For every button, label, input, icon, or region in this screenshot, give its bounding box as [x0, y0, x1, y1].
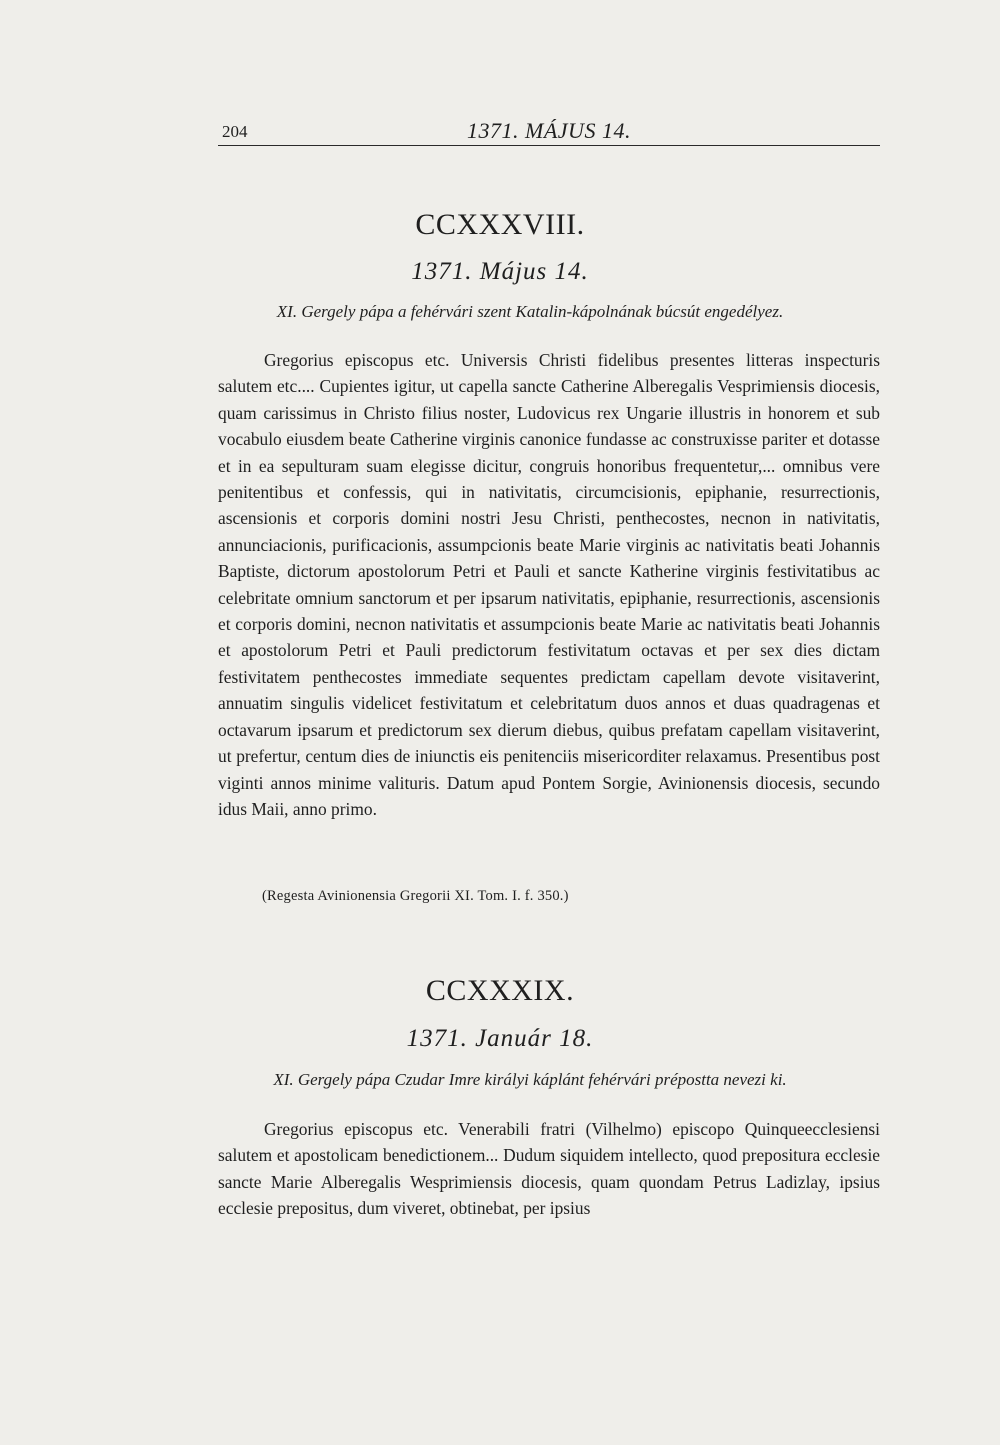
header-rule	[218, 145, 880, 146]
document-summary: XI. Gergely pápa Czudar Imre királyi káplánt fehérvári prépostta nevezi ki.	[273, 1070, 787, 1089]
source-citation: (Regesta Avinionensia Gregorii XI. Tom. I. f. 350.)	[262, 888, 569, 904]
document-date: 1371. Január 18.	[406, 1025, 594, 1052]
running-title: 1371. MÁJUS 14.	[467, 118, 631, 143]
document-summary: XI. Gergely pápa a fehérvári szent Katalin-kápolnának búcsút engedélyez.	[276, 302, 784, 321]
document-number: CCXXXIX.	[425, 974, 575, 1007]
document-number: CCXXXVIII.	[415, 208, 585, 241]
document-body-text: Gregorius episcopus etc. Universis Christi fidelibus presentes litteras inspecturis salutem etc.... Cupientes igitur, ut capella sancte Catherine Alberegalis Vesprimiensis diocesis, quam carissimus in Christo filius noster, Ludovicus rex Ungarie illustris in honorem et sub vocabulo eiusdem beate Catherine virginis canonice fundasse ac construxisse pariter et dotasse et in ea sepulturam suam elegisse dicitur, congruis honoribus frequentetur,... omnibus vere penitentibus et confessis, qui in nativitatis, circumcisionis, epiphanie, resurrectionis, ascensionis et corporis domini nostri Jesu Christi, penthecostes, necnon in nativitatis, annunciacionis, purificacionis, assumpcionis beate Marie virginis ac nativitatis beati Johannis Baptiste, dictorum apostolorum Petri et Pauli et sancte Katherine virginis festivitatibus ac celebritate omnium sanctorum et per ipsarum nativitatis, epiphanie, resurrectionis, ascensionis et corporis domini, necnon nativitatis et assumpcionis beate Marie ac nativitatis beati Johannis et apostolorum Petri et Pauli predictorum festivitatum octavas et per sex dies dictam festivitatem penthecostes immediate sequentes predictam capellam devote visitaverint, annuatim singulis videlicet festivitatum et celebritatum duos annos et duas quadragenas et octavarum ipsarum et predictorum sex dierum diebus, quibus prefatam capellam visitaverint, ut prefertur, centum dies de iniunctis eis penitenciis misericorditer relaxamus. Presentibus post viginti annos minime valituris. Datum apud Pontem Sorgie, Avinionensis diocesis, secundo idus Maii, anno primo.	[218, 350, 880, 819]
running-head	[218, 118, 880, 148]
document-date: 1371. Május 14.	[411, 258, 589, 285]
document-body-text: Gregorius episcopus etc. Venerabili fratri (Vilhelmo) episcopo Quinqueecclesiensi salutem et apostolicam benedictionem... Dudum siquidem intellecto, quod prepositura ecclesie sancte Marie Alberegalis Wesprimiensis diocesis, quam quondam Petrus Ladizlay, ipsius ecclesie prepositus, dum viveret, obtinebat, per ipsius	[218, 1119, 880, 1219]
page-number: 204	[222, 122, 248, 141]
